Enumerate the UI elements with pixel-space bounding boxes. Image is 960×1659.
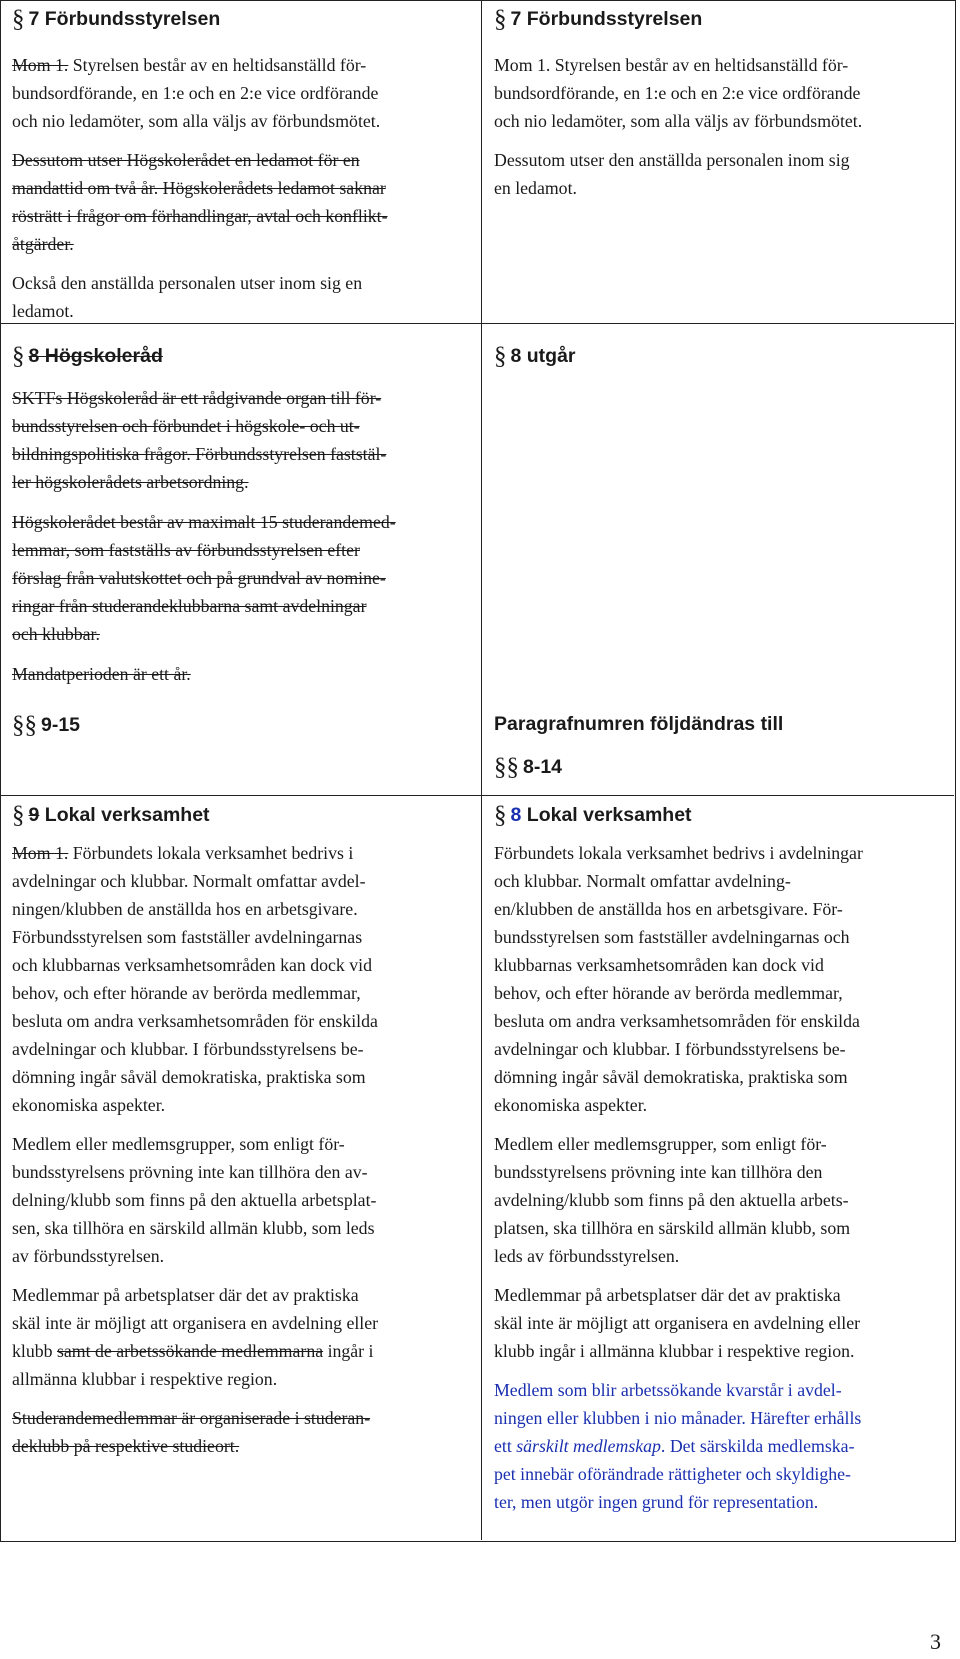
section-heading: §§ 9-15 <box>12 712 81 739</box>
paragraph: Medlemmar på arbetsplatser där det av praktiska skäl inte är möjligt att organisera en avdelning eller klubb samt de arbetssökande medlemmarna ingår i allmänna klubbar i respektive region. <box>12 1285 379 1389</box>
section-sign-icon: § <box>494 6 507 33</box>
right-renumber-note <box>494 712 944 779</box>
struck-paragraph: Mandatperioden är ett år. <box>12 664 191 684</box>
section-sign-icon: § <box>12 343 25 370</box>
renumber-heading: Paragrafnumren följdändras till <box>494 713 784 735</box>
left-section-8 <box>12 343 472 688</box>
section-heading: § 8 utgår <box>494 343 576 370</box>
paragraph: Dessutom utser den anställda personalen inom sig en ledamot. <box>494 150 850 198</box>
section-heading: §§ 8-14 <box>494 754 563 781</box>
section-heading: § 7 Förbundsstyrelsen <box>12 6 221 33</box>
right-section-7 <box>494 6 944 202</box>
left-section-9-15 <box>12 712 472 737</box>
paragraph: Medlem eller medlemsgrupper, som enligt för- bundsstyrelsens prövning inte kan tillhöra den avdelning/klubb som finns på den aktuella arbets- platsen, ska tillhöra en särskild allmän klubb, som leds av förbundsstyrelsen. <box>494 1134 851 1266</box>
paragraph: Förbundets lokala verksamhet bedrivs i avdelningar och klubbar. Normalt omfattar avdelning- en/klubben de anställda hos en arbetsgivare. För- bundsstyrelsen som fastställer avdelningarnas och klubbarnas verksamhetsområden kan dock vid behov, och efter hörande av berörda medlemmar, besluta om andra verksamhetsområden för enskilda avdelningar och klubbar. I förbundsstyrelsens be- dömning ingår såväl demokratiska, praktiska som ekonomiska aspekter. <box>494 843 863 1115</box>
section-sign-icon: § <box>12 6 25 33</box>
section-heading: § 8 Högskoleråd <box>12 343 163 370</box>
paragraph: Mom 1. Förbundets lokala verksamhet bedrivs i avdelningar och klubbar. Normalt omfattar avdel- ningen/klubben de anställda hos en arbetsgivare. Förbundsstyrelsen som fastställer avdelningarnas och klubbarnas verksamhetsområden kan dock vid behov, och efter hörande av berörda medlemmar, besluta om andra verksamhetsområden för enskilda avdelningar och klubbar. I förbundsstyrelsens be- dömning ingår såväl demokratiska, praktiska som ekonomiska aspekter. <box>12 843 378 1115</box>
struck-paragraph: Studerandemedlemmar är organiserade i studeran- deklubb på respektive studieort. <box>12 1408 371 1456</box>
struck-paragraph: Dessutom utser Högskolerådet en ledamot för en mandattid om två år. Högskolerådets ledamot saknar rösträtt i frågor om förhandlingar, avtal och konflikt- åtgärder. <box>12 150 388 254</box>
left-section-9 <box>12 802 472 1460</box>
paragraph: Medlem eller medlemsgrupper, som enligt för- bundsstyrelsens prövning inte kan tillhöra den av- delning/klubb som finns på den aktuella arbetsplat- sen, ska tillhöra en särskild allmän klubb, som leds av förbundsstyrelsen. <box>12 1134 377 1266</box>
paragraph: Medlemmar på arbetsplatser där det av praktiska skäl inte är möjligt att organisera en avdelning eller klubb ingår i allmänna klubbar i respektive region. <box>494 1285 861 1361</box>
struck-paragraph: SKTFs Högskoleråd är ett rådgivande organ till för- bundsstyrelsen och förbundet i högskole- och ut- bildningspolitiska frågor. Förbundsstyrelsen faststäl- ler högskolerådets arbetsordning. <box>12 388 387 492</box>
section-heading: § 8 Lokal verksamhet <box>494 802 692 829</box>
double-section-sign-icon: §§ <box>12 712 37 739</box>
section-heading: § 9 Lokal verksamhet <box>12 802 210 829</box>
paragraph: Mom 1. Styrelsen består av en heltidsanställd för- bundsordförande, en 1:e och en 2:e vice ordförande och nio ledamöter, som alla väljs av förbundsmötet. <box>494 55 863 131</box>
page-number: 3 <box>930 1629 941 1654</box>
paragraph: Mom 1. Styrelsen består av en heltidsanställd för- bundsordförande, en 1:e och en 2:e vice ordförande och nio ledamöter, som alla väljs av förbundsmötet. <box>12 55 381 131</box>
row-divider <box>0 795 954 796</box>
column-divider <box>481 0 482 1540</box>
section-sign-icon: § <box>12 802 25 829</box>
double-section-sign-icon: §§ <box>494 754 519 781</box>
section-sign-icon: § <box>494 343 507 370</box>
added-paragraph: Medlem som blir arbetssökande kvarstår i avdel- ningen eller klubben i nio månader. Härefter erhålls ett särskilt medlemskap. Det särskilda medlemska- pet innebär oförändrade rättigheter och skyldighe- ter, men utgör ingen grund för representation. <box>494 1380 862 1512</box>
left-section-7 <box>12 6 472 325</box>
section-sign-icon: § <box>494 802 507 829</box>
paragraph: Också den anställda personalen utser inom sig en ledamot. <box>12 273 363 321</box>
right-section-8-new <box>494 802 944 1516</box>
section-heading: § 7 Förbundsstyrelsen <box>494 6 703 33</box>
right-section-8 <box>494 343 944 368</box>
struck-paragraph: Högskolerådet består av maximalt 15 studerandemed- lemmar, som fastställs av förbundsstyrelsen efter förslag från valutskottet och på grundval av nomine- ringar från studerandeklubbarna samt avdelningar och klubbar. <box>12 512 396 644</box>
